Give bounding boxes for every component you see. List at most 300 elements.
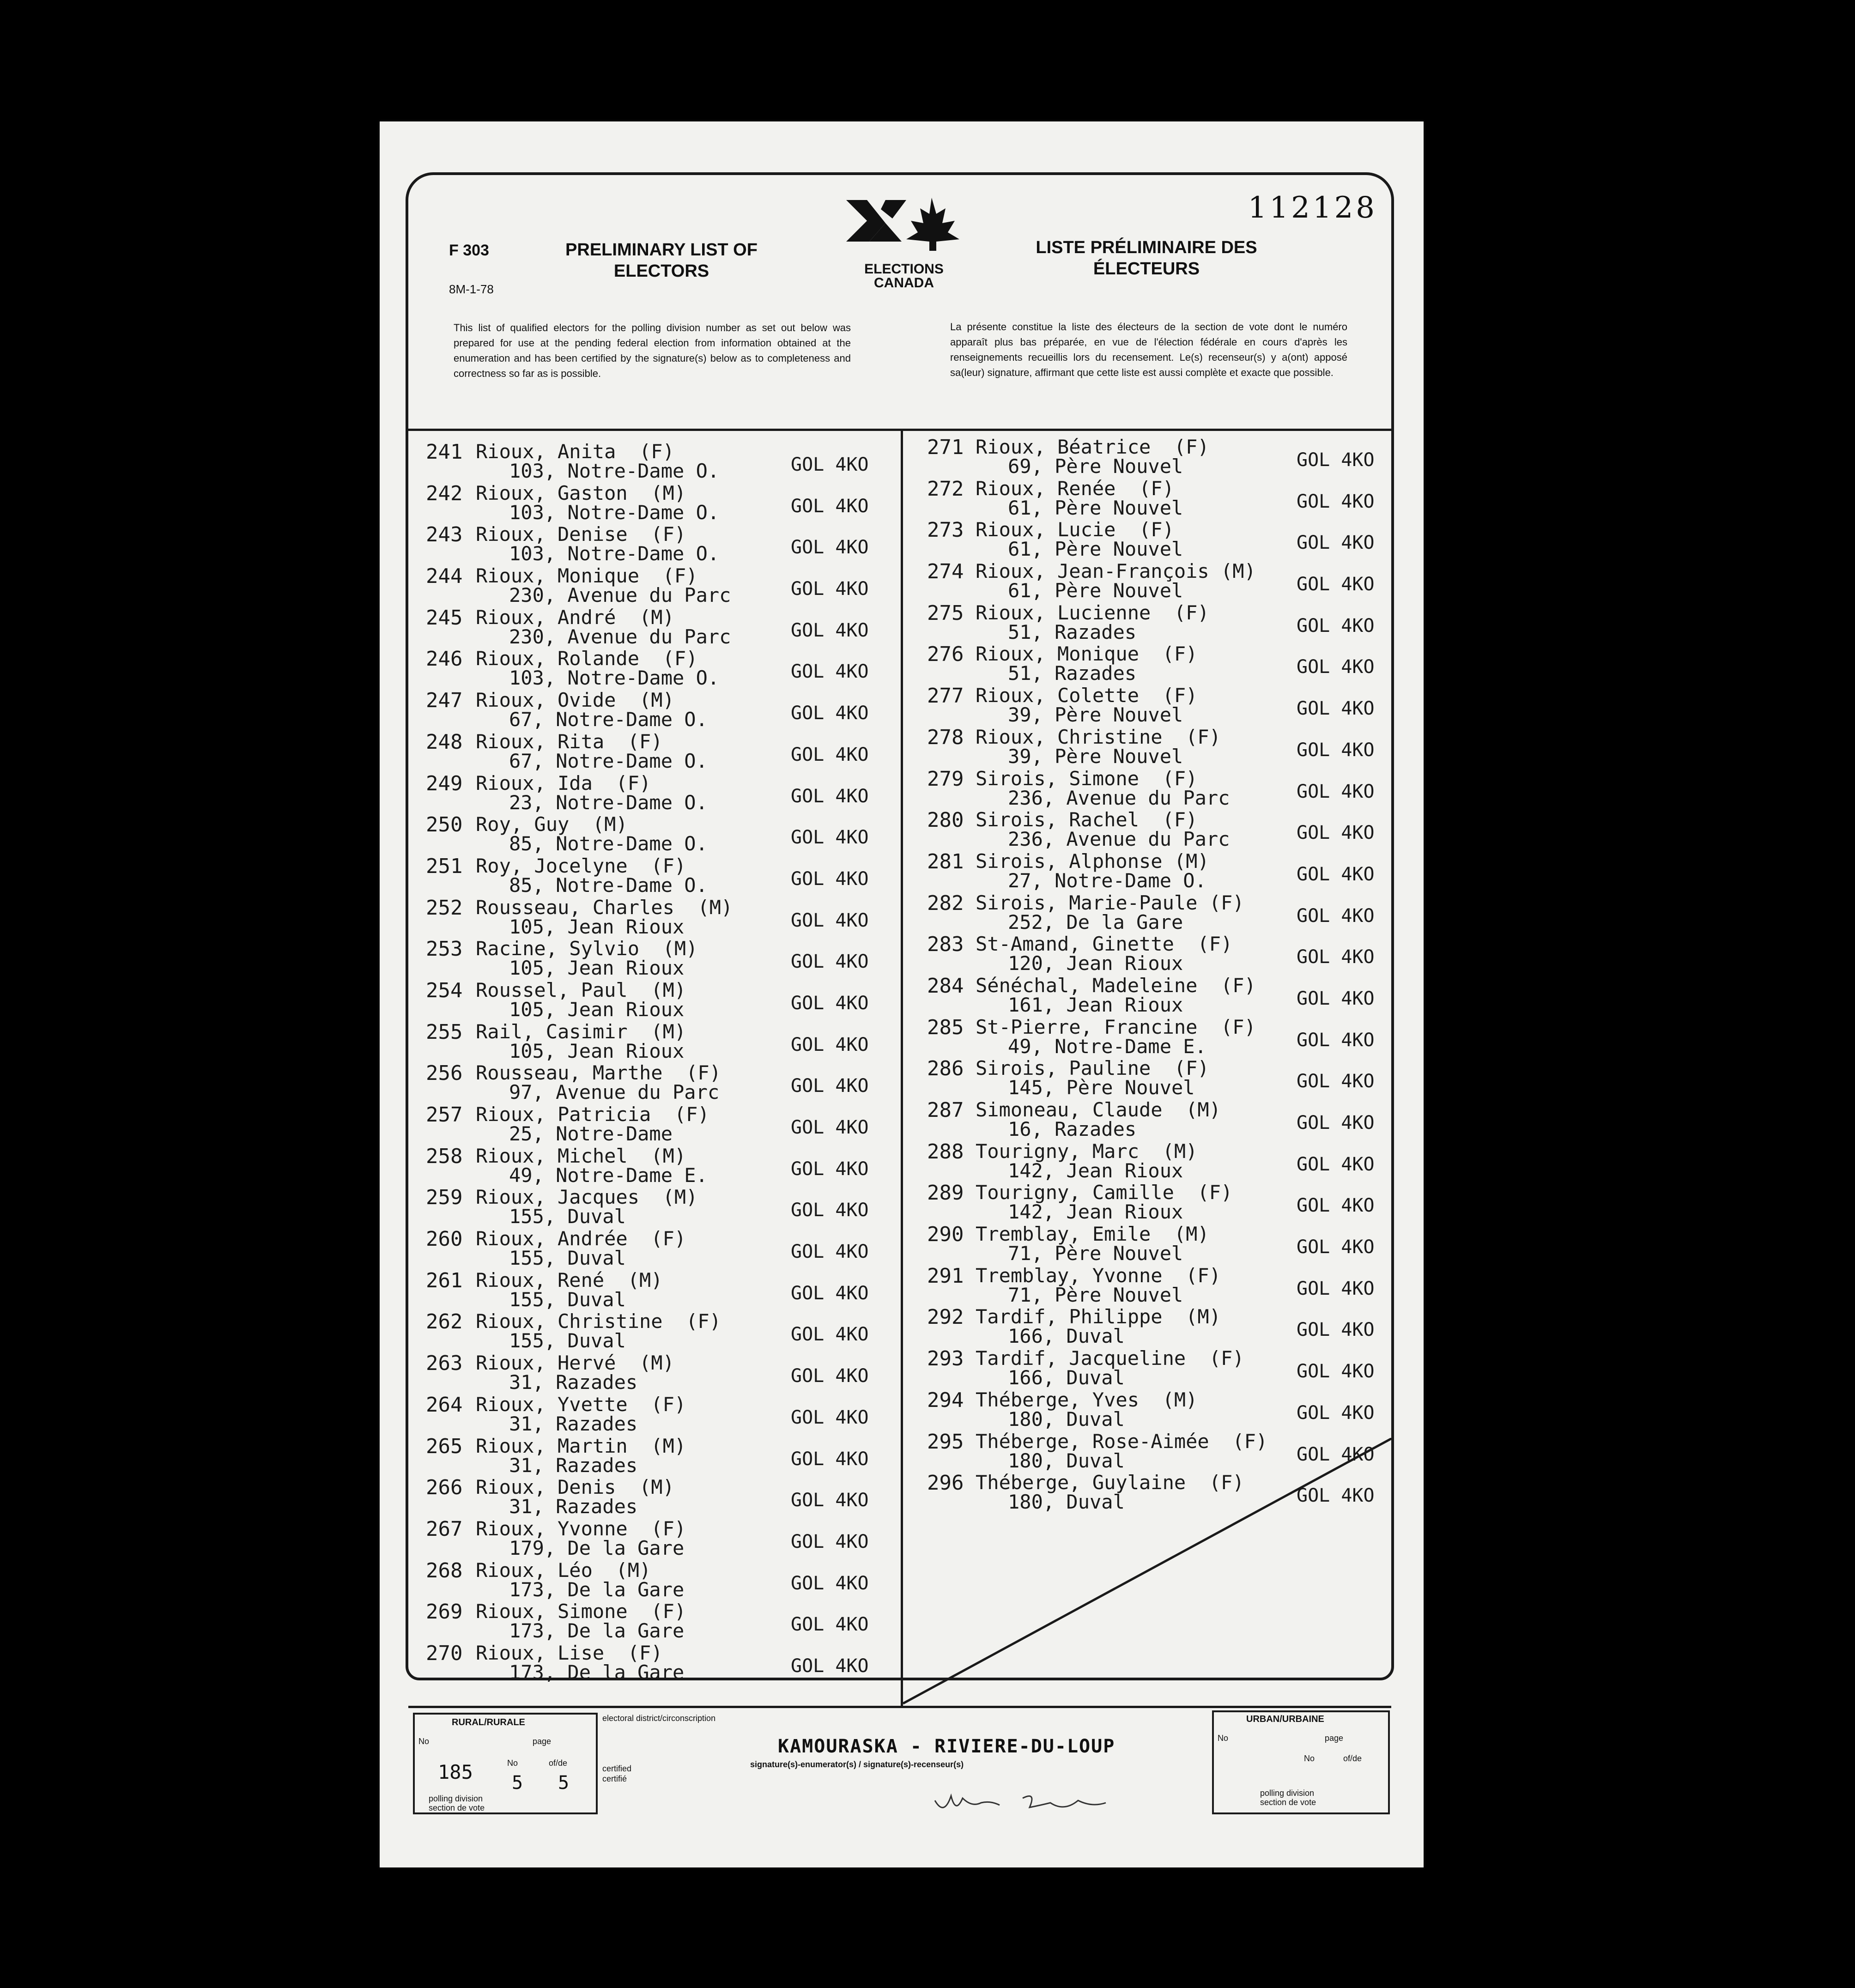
elector-name: Rioux, Béatrice (F) bbox=[976, 436, 1209, 458]
elector-entry bbox=[927, 477, 1389, 519]
elector-address: 105, Jean Rioux bbox=[509, 1039, 685, 1062]
elector-number: 269 bbox=[426, 1600, 463, 1624]
elector-number: 256 bbox=[426, 1061, 463, 1085]
urban-of-label: of/de bbox=[1343, 1754, 1362, 1763]
form-number: F 303 bbox=[449, 242, 489, 259]
elector-entry bbox=[426, 1435, 897, 1476]
elector-name: Rioux, Gaston (M) bbox=[476, 481, 686, 504]
elector-name: Rioux, Simone (F) bbox=[476, 1600, 686, 1623]
intro-english: This list of qualified electors for the polling division number as set out below was prepared for use at the pending federal election from information obtained at the enumeration and has been certified by the signature(s) below as to completeness and correctness so far as is possible. bbox=[454, 322, 851, 379]
elector-address: 155, Duval bbox=[509, 1288, 626, 1311]
cancel-slash-line bbox=[903, 1438, 1393, 1706]
postal-code: GOL 4KO bbox=[1297, 1153, 1375, 1175]
elector-name: Rioux, Denis (M) bbox=[476, 1476, 674, 1499]
elector-address: 103, Notre-Dame O. bbox=[509, 501, 720, 524]
postal-code: GOL 4KO bbox=[1297, 822, 1375, 844]
elector-entry bbox=[927, 891, 1389, 933]
postal-code: GOL 4KO bbox=[791, 1614, 869, 1636]
postal-code: GOL 4KO bbox=[1297, 449, 1375, 471]
postal-code: GOL 4KO bbox=[791, 1365, 869, 1387]
elector-name: Rioux, Monique (F) bbox=[476, 564, 698, 588]
elector-entry bbox=[426, 1476, 897, 1517]
elector-address: 155, Duval bbox=[509, 1247, 626, 1270]
elector-number: 289 bbox=[927, 1181, 964, 1205]
electoral-district: KAMOURASKA - RIVIERE-DU-LOUP bbox=[778, 1736, 1115, 1757]
elector-name: Sirois, Rachel (F) bbox=[976, 808, 1198, 831]
elector-number: 272 bbox=[927, 477, 964, 501]
postal-code: GOL 4KO bbox=[1297, 1319, 1375, 1341]
elector-name: Roy, Guy (M) bbox=[476, 813, 628, 836]
postal-code: GOL 4KO bbox=[1297, 1278, 1375, 1299]
elector-entry bbox=[927, 560, 1389, 601]
elector-entry bbox=[927, 850, 1389, 891]
page-number: 5 bbox=[512, 1772, 523, 1794]
postal-code: GOL 4KO bbox=[791, 744, 869, 765]
elector-number: 250 bbox=[426, 813, 463, 837]
elector-address: 31, Razades bbox=[509, 1371, 638, 1394]
elector-number: 252 bbox=[426, 896, 463, 920]
elector-address: 61, Père Nouvel bbox=[1008, 496, 1183, 519]
elector-name: Rioux, Jean-François (M) bbox=[976, 560, 1256, 583]
elector-entry bbox=[426, 1145, 897, 1186]
serial-number: 112128 bbox=[1248, 191, 1377, 225]
elector-name: Tardif, Philippe (M) bbox=[976, 1305, 1221, 1328]
postal-code: GOL 4KO bbox=[791, 909, 869, 931]
elector-address: 173, De la Gare bbox=[509, 1661, 685, 1684]
elector-address: 103, Notre-Dame O. bbox=[509, 542, 720, 565]
elector-entry bbox=[927, 436, 1389, 477]
postal-code: GOL 4KO bbox=[791, 661, 869, 683]
district-label: electoral district/circonscription bbox=[602, 1714, 716, 1723]
elector-name: Simoneau, Claude (M) bbox=[976, 1098, 1221, 1121]
elector-address: 166, Duval bbox=[1008, 1366, 1125, 1389]
elector-number: 248 bbox=[426, 730, 463, 754]
right-elector-column bbox=[927, 436, 1389, 1513]
elector-name: Théberge, Yves (M) bbox=[976, 1388, 1198, 1411]
elector-number: 276 bbox=[927, 642, 964, 667]
rural-label: RURAL/RURALE bbox=[452, 1717, 525, 1727]
postal-code: GOL 4KO bbox=[791, 1158, 869, 1180]
postal-code: GOL 4KO bbox=[791, 785, 869, 807]
elector-entry bbox=[426, 1352, 897, 1393]
elector-name: Rioux, Anita (F) bbox=[476, 440, 674, 463]
elector-address: 49, Notre-Dame E. bbox=[1008, 1035, 1206, 1058]
elector-number: 266 bbox=[426, 1476, 463, 1500]
elector-address: 155, Duval bbox=[509, 1329, 626, 1352]
elector-entry bbox=[426, 896, 897, 938]
elector-entry bbox=[426, 772, 897, 813]
elector-name: Roussel, Paul (M) bbox=[476, 978, 686, 1001]
elector-name: Rioux, Ovide (M) bbox=[476, 689, 674, 712]
elector-entry bbox=[426, 482, 897, 523]
elector-entry bbox=[426, 1227, 897, 1269]
elector-name: Rioux, Michel (M) bbox=[476, 1144, 686, 1167]
elector-number: 242 bbox=[426, 481, 463, 505]
elector-entry bbox=[426, 523, 897, 564]
elector-entry bbox=[426, 855, 897, 896]
elector-number: 261 bbox=[426, 1268, 463, 1292]
elector-name: Sirois, Pauline (F) bbox=[976, 1057, 1209, 1080]
elector-number: 295 bbox=[927, 1430, 964, 1454]
form-date: 8M-1-78 bbox=[449, 282, 494, 296]
elector-name: Rioux, Yvonne (F) bbox=[476, 1517, 686, 1540]
elector-entry bbox=[426, 1642, 897, 1683]
postal-code: GOL 4KO bbox=[791, 1034, 869, 1055]
enumerator-signature bbox=[930, 1787, 1124, 1819]
postal-code: GOL 4KO bbox=[1297, 1361, 1375, 1382]
elector-number: 241 bbox=[426, 440, 463, 464]
elector-number: 291 bbox=[927, 1264, 964, 1288]
elector-address: 67, Notre-Dame O. bbox=[509, 749, 708, 772]
postal-code: GOL 4KO bbox=[1297, 1236, 1375, 1258]
postal-code: GOL 4KO bbox=[1297, 656, 1375, 678]
elector-entry bbox=[426, 1103, 897, 1145]
elector-number: 260 bbox=[426, 1227, 463, 1251]
elector-address: 67, Notre-Dame O. bbox=[509, 708, 708, 731]
rural-no-label: No bbox=[418, 1737, 430, 1746]
elector-number: 283 bbox=[927, 933, 964, 957]
elector-name: Rioux, Yvette (F) bbox=[476, 1393, 686, 1416]
elector-name: Théberge, Guylaine (F) bbox=[976, 1471, 1244, 1494]
elector-number: 275 bbox=[927, 601, 964, 625]
elector-entry bbox=[426, 440, 897, 482]
postal-code: GOL 4KO bbox=[791, 703, 869, 724]
signature-label: signature(s)-enumerator(s) / signature(s)-recenseur(s) bbox=[750, 1760, 964, 1769]
postal-code: GOL 4KO bbox=[791, 619, 869, 641]
elector-number: 262 bbox=[426, 1310, 463, 1334]
postal-code: GOL 4KO bbox=[791, 537, 869, 558]
elector-entry bbox=[927, 767, 1389, 809]
postal-code: GOL 4KO bbox=[1297, 698, 1375, 720]
elector-entry bbox=[426, 1600, 897, 1642]
elector-number: 263 bbox=[426, 1352, 463, 1376]
postal-code: GOL 4KO bbox=[791, 992, 869, 1014]
elector-entry bbox=[426, 1020, 897, 1062]
elector-address: 25, Notre-Dame bbox=[509, 1122, 673, 1145]
elector-entry bbox=[426, 1517, 897, 1559]
postal-code: GOL 4KO bbox=[791, 1406, 869, 1428]
elector-number: 287 bbox=[927, 1098, 964, 1122]
elector-entry bbox=[426, 647, 897, 689]
elector-name: Rioux, Lucie (F) bbox=[976, 518, 1174, 541]
elector-address: 69, Père Nouvel bbox=[1008, 455, 1183, 478]
certified-label: certified certifié bbox=[602, 1764, 632, 1783]
elector-name: Rioux, Lucienne (F) bbox=[976, 601, 1209, 624]
intro-french: La présente constitue la liste des électeurs de la section de vote dont le numéro apparaît plus bas préparée, en vue de l'élection fédérale en cours d'après les renseignements recueillis lors du recensement. Le(s) recenseur(s) y a(ont) apposé sa(leur) signature, affirmant que cette liste est aussi complète et exacte que possible. bbox=[950, 321, 1347, 378]
elector-name: Rioux, Patricia (F) bbox=[476, 1103, 709, 1126]
elector-name: Rioux, Rita (F) bbox=[476, 730, 663, 753]
elector-entry bbox=[426, 813, 897, 855]
urban-no-label: No bbox=[1218, 1733, 1229, 1743]
elector-address: 105, Jean Rioux bbox=[509, 915, 685, 938]
elector-entry bbox=[927, 601, 1389, 643]
elector-entry bbox=[927, 1305, 1389, 1347]
elector-name: Théberge, Rose-Aimée (F) bbox=[976, 1430, 1268, 1453]
elector-address: 173, De la Gare bbox=[509, 1619, 685, 1643]
elector-address: 230, Avenue du Parc bbox=[509, 584, 731, 607]
elector-name: Roy, Jocelyne (F) bbox=[476, 854, 686, 877]
polling-number: 185 bbox=[438, 1761, 473, 1783]
elector-address: 105, Jean Rioux bbox=[509, 998, 685, 1021]
elector-address: 85, Notre-Dame O. bbox=[509, 873, 708, 897]
elector-entry bbox=[927, 726, 1389, 767]
elector-entry bbox=[927, 1098, 1389, 1140]
elector-entry bbox=[426, 564, 897, 606]
postal-code: GOL 4KO bbox=[791, 1655, 869, 1677]
elector-name: Sirois, Marie-Paule (F) bbox=[976, 891, 1244, 914]
elector-number: 259 bbox=[426, 1186, 463, 1210]
postal-code: GOL 4KO bbox=[1297, 905, 1375, 927]
elector-name: Rioux, Monique (F) bbox=[976, 642, 1198, 666]
elector-name: Sirois, Simone (F) bbox=[976, 767, 1198, 790]
elector-address: 61, Père Nouvel bbox=[1008, 538, 1183, 561]
urban-page-label: page bbox=[1325, 1733, 1344, 1743]
elector-address: 105, Jean Rioux bbox=[509, 957, 685, 980]
title-english: PRELIMINARY LIST OF ELECTORS bbox=[565, 240, 758, 281]
elector-name: Rioux, Christine (F) bbox=[476, 1310, 721, 1333]
elector-name: Rioux, Ida (F) bbox=[476, 771, 651, 794]
elector-address: 155, Duval bbox=[509, 1205, 626, 1228]
elector-entry bbox=[927, 518, 1389, 560]
elector-address: 85, Notre-Dame O. bbox=[509, 832, 708, 855]
elector-number: 243 bbox=[426, 523, 463, 547]
elector-entry bbox=[927, 1223, 1389, 1264]
postal-code: GOL 4KO bbox=[1297, 1112, 1375, 1133]
elector-entry bbox=[927, 1347, 1389, 1388]
postal-code: GOL 4KO bbox=[1297, 946, 1375, 968]
page-of-label: of/de bbox=[549, 1758, 568, 1768]
postal-code: GOL 4KO bbox=[1297, 574, 1375, 595]
postal-code: GOL 4KO bbox=[791, 1448, 869, 1470]
elector-name: Rioux, Hervé (M) bbox=[476, 1352, 674, 1375]
elector-list-page bbox=[380, 121, 1424, 1867]
elector-address: 49, Notre-Dame E. bbox=[509, 1164, 708, 1187]
left-elector-column bbox=[426, 440, 897, 1683]
elector-address: 31, Razades bbox=[509, 1412, 638, 1435]
elector-number: 281 bbox=[927, 849, 964, 873]
postal-code: GOL 4KO bbox=[791, 951, 869, 973]
elector-number: 264 bbox=[426, 1393, 463, 1417]
elector-entry bbox=[426, 730, 897, 772]
elector-number: 255 bbox=[426, 1020, 463, 1044]
postal-code: GOL 4KO bbox=[1297, 1443, 1375, 1465]
elector-name: Rioux, Léo (M) bbox=[476, 1558, 651, 1582]
elector-entry bbox=[927, 933, 1389, 974]
elector-entry bbox=[426, 1061, 897, 1103]
elector-address: 230, Avenue du Parc bbox=[509, 625, 731, 648]
postal-code: GOL 4KO bbox=[791, 868, 869, 890]
elector-number: 285 bbox=[927, 1015, 964, 1039]
elector-entry bbox=[927, 1016, 1389, 1057]
elector-name: Rioux, Colette (F) bbox=[976, 684, 1198, 707]
elector-name: Rioux, Lise (F) bbox=[476, 1641, 663, 1664]
urban-polling-label: polling division section de vote bbox=[1260, 1788, 1316, 1807]
elector-entry bbox=[927, 974, 1389, 1016]
elector-number: 265 bbox=[426, 1434, 463, 1458]
logo-text: ELECTIONS CANADA bbox=[864, 261, 944, 291]
elector-address: 145, Père Nouvel bbox=[1008, 1076, 1195, 1099]
elector-entry bbox=[426, 606, 897, 648]
elector-number: 279 bbox=[927, 767, 964, 791]
elector-number: 253 bbox=[426, 937, 463, 961]
postal-code: GOL 4KO bbox=[1297, 863, 1375, 885]
header-divider bbox=[408, 429, 1391, 431]
postal-code: GOL 4KO bbox=[791, 827, 869, 849]
elector-number: 273 bbox=[927, 518, 964, 542]
elector-address: 236, Avenue du Parc bbox=[1008, 786, 1230, 809]
elector-number: 249 bbox=[426, 771, 463, 795]
elector-name: Rioux, Renée (F) bbox=[976, 477, 1174, 500]
elector-number: 268 bbox=[426, 1558, 463, 1582]
elector-name: Sirois, Alphonse (M) bbox=[976, 849, 1209, 873]
elector-number: 257 bbox=[426, 1103, 463, 1127]
postal-code: GOL 4KO bbox=[1297, 1195, 1375, 1217]
elector-address: 236, Avenue du Parc bbox=[1008, 828, 1230, 851]
urban-box bbox=[1212, 1710, 1390, 1814]
postal-code: GOL 4KO bbox=[791, 1200, 869, 1221]
page-no-label: No bbox=[507, 1758, 518, 1768]
elector-number: 270 bbox=[426, 1641, 463, 1665]
elector-name: Tourigny, Marc (M) bbox=[976, 1139, 1198, 1163]
elector-name: Rioux, Jacques (M) bbox=[476, 1186, 698, 1209]
elector-entry bbox=[426, 979, 897, 1020]
postal-code: GOL 4KO bbox=[791, 1241, 869, 1263]
elector-entry bbox=[426, 689, 897, 730]
elector-number: 294 bbox=[927, 1388, 964, 1412]
elector-address: 31, Razades bbox=[509, 1454, 638, 1477]
elector-address: 39, Père Nouvel bbox=[1008, 745, 1183, 768]
postal-code: GOL 4KO bbox=[1297, 1402, 1375, 1424]
elector-address: 166, Duval bbox=[1008, 1325, 1125, 1348]
elector-name: Tourigny, Camille (F) bbox=[976, 1181, 1233, 1204]
elector-number: 282 bbox=[927, 891, 964, 915]
elector-name: Rioux, André (M) bbox=[476, 606, 674, 629]
elector-number: 274 bbox=[927, 560, 964, 584]
postal-code: GOL 4KO bbox=[1297, 781, 1375, 802]
elector-address: 23, Notre-Dame O. bbox=[509, 791, 708, 814]
elector-address: 51, Razades bbox=[1008, 620, 1137, 643]
elector-name: Rioux, Christine (F) bbox=[976, 725, 1221, 748]
elector-address: 252, De la Gare bbox=[1008, 910, 1183, 933]
page-total: 5 bbox=[558, 1772, 570, 1794]
postal-code: GOL 4KO bbox=[791, 578, 869, 600]
elector-entry bbox=[927, 1264, 1389, 1306]
elector-number: 254 bbox=[426, 978, 463, 1002]
elector-number: 247 bbox=[426, 689, 463, 713]
postal-code: GOL 4KO bbox=[791, 1117, 869, 1138]
elector-number: 271 bbox=[927, 436, 964, 459]
elector-address: 39, Père Nouvel bbox=[1008, 703, 1183, 727]
postal-code: GOL 4KO bbox=[1297, 615, 1375, 636]
elector-number: 267 bbox=[426, 1517, 463, 1541]
elector-name: Rail, Casimir (M) bbox=[476, 1020, 686, 1043]
title-french: LISTE PRÉLIMINAIRE DES ÉLECTEURS bbox=[1036, 238, 1257, 279]
elector-name: Tremblay, Emile (M) bbox=[976, 1223, 1209, 1246]
postal-code: GOL 4KO bbox=[791, 495, 869, 517]
elector-name: Rousseau, Marthe (F) bbox=[476, 1061, 721, 1085]
elector-name: St-Pierre, Francine (F) bbox=[976, 1015, 1256, 1038]
elector-name: Tardif, Jacqueline (F) bbox=[976, 1347, 1244, 1370]
elector-address: 103, Notre-Dame O. bbox=[509, 460, 720, 482]
postal-code: GOL 4KO bbox=[791, 1572, 869, 1594]
elector-name: Rioux, René (M) bbox=[476, 1268, 663, 1291]
elector-entry bbox=[927, 684, 1389, 726]
polling-division-label: polling division section de vote bbox=[429, 1794, 485, 1812]
elector-entry bbox=[927, 1388, 1389, 1430]
elector-number: 293 bbox=[927, 1347, 964, 1371]
elector-number: 244 bbox=[426, 564, 463, 588]
elector-name: Racine, Sylvio (M) bbox=[476, 937, 698, 960]
postal-code: GOL 4KO bbox=[791, 1282, 869, 1304]
elector-address: 120, Jean Rioux bbox=[1008, 952, 1183, 975]
elector-number: 296 bbox=[927, 1471, 964, 1495]
elector-number: 288 bbox=[927, 1139, 964, 1164]
elector-number: 258 bbox=[426, 1144, 463, 1168]
elector-address: 61, Père Nouvel bbox=[1008, 579, 1183, 602]
postal-code: GOL 4KO bbox=[1297, 532, 1375, 554]
postal-code: GOL 4KO bbox=[791, 1075, 869, 1097]
elector-name: Rioux, Andrée (F) bbox=[476, 1227, 686, 1250]
postal-code: GOL 4KO bbox=[791, 454, 869, 475]
elector-number: 246 bbox=[426, 647, 463, 671]
elector-address: 180, Duval bbox=[1008, 1491, 1125, 1514]
elector-address: 180, Duval bbox=[1008, 1449, 1125, 1472]
form-footer bbox=[408, 1706, 1391, 1819]
postal-code: GOL 4KO bbox=[791, 1490, 869, 1511]
elector-name: Sénéchal, Madeleine (F) bbox=[976, 974, 1256, 997]
elector-entry bbox=[426, 1269, 897, 1310]
postal-code: GOL 4KO bbox=[791, 1531, 869, 1552]
elector-address: 31, Razades bbox=[509, 1495, 638, 1518]
elector-entry bbox=[927, 642, 1389, 684]
elector-address: 173, De la Gare bbox=[509, 1578, 685, 1601]
elector-address: 51, Razades bbox=[1008, 662, 1137, 685]
rural-box bbox=[413, 1713, 598, 1814]
postal-code: GOL 4KO bbox=[1297, 491, 1375, 512]
elector-entry bbox=[426, 1393, 897, 1435]
elector-number: 251 bbox=[426, 854, 463, 878]
elector-address: 71, Père Nouvel bbox=[1008, 1283, 1183, 1306]
elector-address: 161, Jean Rioux bbox=[1008, 993, 1183, 1016]
elector-address: 142, Jean Rioux bbox=[1008, 1200, 1183, 1224]
elector-number: 277 bbox=[927, 684, 964, 708]
elector-entry bbox=[927, 1057, 1389, 1098]
elector-name: Rousseau, Charles (M) bbox=[476, 896, 733, 919]
elector-address: 71, Père Nouvel bbox=[1008, 1242, 1183, 1265]
elector-name: St-Amand, Ginette (F) bbox=[976, 933, 1233, 956]
postal-code: GOL 4KO bbox=[1297, 1029, 1375, 1051]
elector-entry bbox=[426, 937, 897, 979]
elector-number: 245 bbox=[426, 606, 463, 630]
elector-entry bbox=[927, 1140, 1389, 1182]
elector-name: Rioux, Denise (F) bbox=[476, 523, 686, 546]
urban-page-no-label: No bbox=[1304, 1754, 1315, 1763]
postal-code: GOL 4KO bbox=[791, 1324, 869, 1346]
postal-code: GOL 4KO bbox=[1297, 739, 1375, 761]
elector-number: 278 bbox=[927, 725, 964, 749]
elector-address: 97, Avenue du Parc bbox=[509, 1081, 720, 1104]
elector-name: Rioux, Martin (M) bbox=[476, 1434, 686, 1457]
elector-address: 16, Razades bbox=[1008, 1118, 1137, 1140]
elector-entry bbox=[426, 1310, 897, 1352]
elector-entry bbox=[426, 1559, 897, 1600]
elector-address: 27, Notre-Dame O. bbox=[1008, 869, 1206, 892]
elector-number: 290 bbox=[927, 1223, 964, 1247]
elector-entry bbox=[426, 1186, 897, 1227]
elector-name: Tremblay, Yvonne (F) bbox=[976, 1264, 1221, 1287]
postal-code: GOL 4KO bbox=[1297, 988, 1375, 1009]
elector-address: 179, De la Gare bbox=[509, 1536, 685, 1559]
